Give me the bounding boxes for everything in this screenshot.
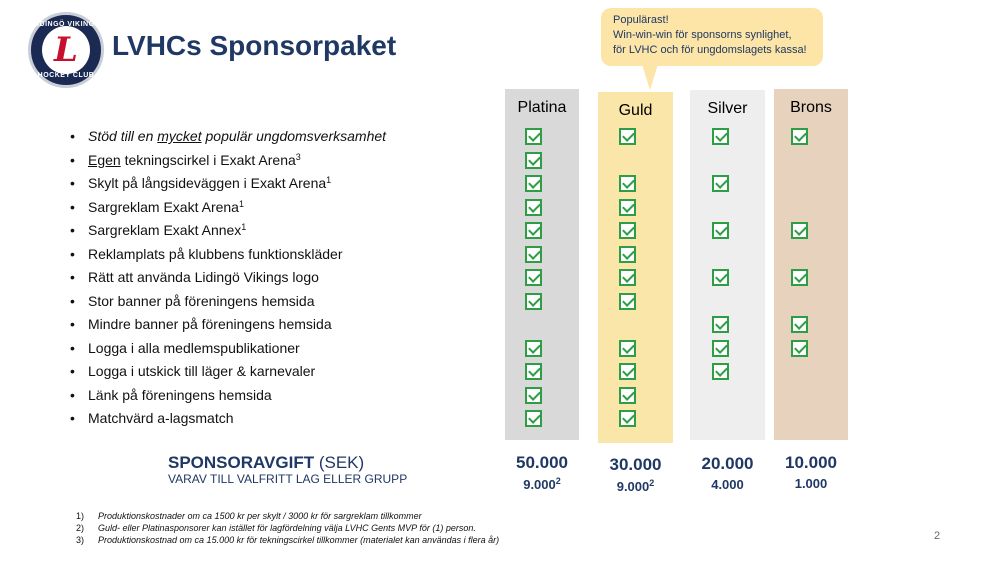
- benefit-item: • Logga i alla medlemspublikationer: [70, 339, 300, 356]
- bullet-icon: •: [70, 269, 75, 285]
- price-silver: [690, 454, 765, 492]
- bullet-icon: •: [70, 151, 75, 168]
- price-platina: [505, 453, 579, 492]
- checkbox-checked-icon: [619, 199, 636, 216]
- price-guld: [598, 455, 673, 494]
- benefit-item: • Länk på föreningens hemsida: [70, 386, 272, 403]
- footnote: 3) Produktionskostnad om ca 15.000 kr för tekningscirkel tillkommer (materialet kan användas i flera år): [76, 535, 500, 545]
- bullet-icon: •: [70, 316, 75, 332]
- checkbox-checked-icon: [525, 222, 542, 239]
- checkbox-checked-icon: [619, 222, 636, 239]
- logo-emblem: [42, 26, 90, 74]
- benefit-item: • Stöd till en mycket populär ungdomsverksamhet: [70, 128, 387, 144]
- fee-label: [168, 453, 364, 473]
- checkbox-checked-icon: [619, 363, 636, 380]
- logo-text-bottom: HOCKEY CLUB: [37, 72, 95, 79]
- benefit-item: • Sargreklam Exakt Annex$^1$: [70, 222, 247, 238]
- checkbox-checked-icon: [619, 293, 636, 310]
- price-silver-total: 20.000: [701, 454, 754, 473]
- callout-line-2: Win-win-win för sponsorns synlighet,: [613, 29, 792, 41]
- package-name-brons: Brons: [790, 99, 832, 116]
- bullet-icon: •: [70, 222, 75, 238]
- logo-letter: L: [54, 30, 78, 70]
- fee-label-bold: SPONSORAVGIFT: [168, 453, 315, 472]
- checkbox-checked-icon: [525, 175, 542, 192]
- fee-label-unit: (SEK): [314, 453, 365, 472]
- footnote: 2) Guld- eller Platinasponsorer kan istället för lagfördelning välja LVHC Gents MVP för (1) person.: [76, 523, 476, 533]
- checkbox-checked-icon: [525, 199, 542, 216]
- checkbox-checked-icon: [712, 340, 729, 357]
- fee-sublabel: VARAV TILL VALFRITT LAG ELLER GRUPP: [168, 472, 408, 486]
- page-number: 2: [934, 530, 941, 542]
- checkbox-checked-icon: [791, 269, 808, 286]
- benefit-item: • Rätt att använda Lidingö Vikings logo: [70, 269, 319, 285]
- checkbox-checked-icon: [619, 269, 636, 286]
- club-logo: [28, 12, 104, 88]
- benefit-item: • Egen tekningscirkel i Exakt Arena$^3$: [70, 151, 301, 168]
- bullet-icon: •: [70, 245, 75, 262]
- price-brons-total: 10.000: [785, 453, 837, 472]
- checkbox-checked-icon: [619, 340, 636, 357]
- benefit-item: • Sargreklam Exakt Arena$^1$: [70, 198, 244, 215]
- benefit-item: • Skylt på långsideväggen i Exakt Arena$^1$: [70, 175, 332, 191]
- benefit-item: • Logga i utskick till läger & karnevaler: [70, 363, 316, 379]
- checkbox-checked-icon: [525, 363, 542, 380]
- checkbox-checked-icon: [525, 387, 542, 404]
- logo-text-top: LIDINGÖ VIKINGS: [32, 21, 100, 28]
- checkbox-checked-icon: [791, 222, 808, 239]
- price-guld-total: 30.000: [609, 455, 662, 474]
- checkbox-checked-icon: [712, 269, 729, 286]
- benefit-item: • Matchvärd a-lagsmatch: [70, 410, 234, 426]
- package-column-platina: [505, 89, 579, 440]
- price-guld-extra: 9.000$^2$: [616, 478, 655, 494]
- checkbox-checked-icon: [619, 246, 636, 263]
- bullet-icon: •: [70, 386, 75, 403]
- checkbox-checked-icon: [525, 293, 542, 310]
- price-platina-total: 50.000: [516, 453, 568, 472]
- checkbox-checked-icon: [712, 222, 729, 239]
- checkbox-checked-icon: [525, 246, 542, 263]
- checkbox-checked-icon: [525, 128, 542, 145]
- footnote: 1) Produktionskostnader om ca 1500 kr per skylt / 3000 kr för sargreklam tillkommer: [76, 511, 422, 521]
- checkbox-checked-icon: [525, 269, 542, 286]
- price-brons: [774, 453, 848, 491]
- checkbox-checked-icon: [525, 152, 542, 169]
- price-silver-extra: 4.000: [711, 477, 744, 492]
- package-name-guld: Guld: [618, 102, 653, 119]
- price-brons-extra: 1.000: [794, 476, 828, 491]
- bullet-icon: •: [70, 410, 75, 426]
- benefit-item: • Reklamplats på klubbens funktionskläder: [70, 245, 343, 262]
- benefit-item: • Mindre banner på föreningens hemsida: [70, 316, 332, 332]
- checkbox-checked-icon: [619, 128, 636, 145]
- checkbox-checked-icon: [525, 410, 542, 427]
- benefit-item: • Stor banner på föreningens hemsida: [70, 292, 315, 309]
- checkbox-checked-icon: [712, 316, 729, 333]
- price-platina-extra: 9.000$^2$: [523, 476, 561, 492]
- checkbox-checked-icon: [525, 340, 542, 357]
- checkbox-checked-icon: [712, 363, 729, 380]
- checkbox-checked-icon: [791, 340, 808, 357]
- package-name-platina: Platina: [517, 99, 567, 116]
- bullet-icon: •: [70, 198, 75, 215]
- callout-line-3: för LVHC och för ungdomslagets kassa!: [613, 44, 807, 56]
- bullet-icon: •: [70, 128, 75, 144]
- checkbox-checked-icon: [712, 175, 729, 192]
- checkbox-checked-icon: [791, 316, 808, 333]
- page-title: LVHCs Sponsorpaket: [112, 30, 397, 61]
- callout-bubble: [601, 8, 823, 66]
- callout-line-1: Populärast!: [613, 14, 669, 26]
- checkbox-checked-icon: [712, 128, 729, 145]
- package-column-brons: [774, 89, 848, 440]
- checkbox-checked-icon: [791, 128, 808, 145]
- bullet-icon: •: [70, 292, 75, 309]
- callout-tail: [642, 64, 658, 90]
- package-name-silver: Silver: [707, 100, 748, 117]
- bullet-icon: •: [70, 175, 75, 191]
- checkbox-checked-icon: [619, 410, 636, 427]
- checkbox-checked-icon: [619, 387, 636, 404]
- footnotes: [76, 510, 499, 546]
- bullet-icon: •: [70, 339, 75, 356]
- checkbox-checked-icon: [619, 175, 636, 192]
- bullet-icon: •: [70, 363, 75, 379]
